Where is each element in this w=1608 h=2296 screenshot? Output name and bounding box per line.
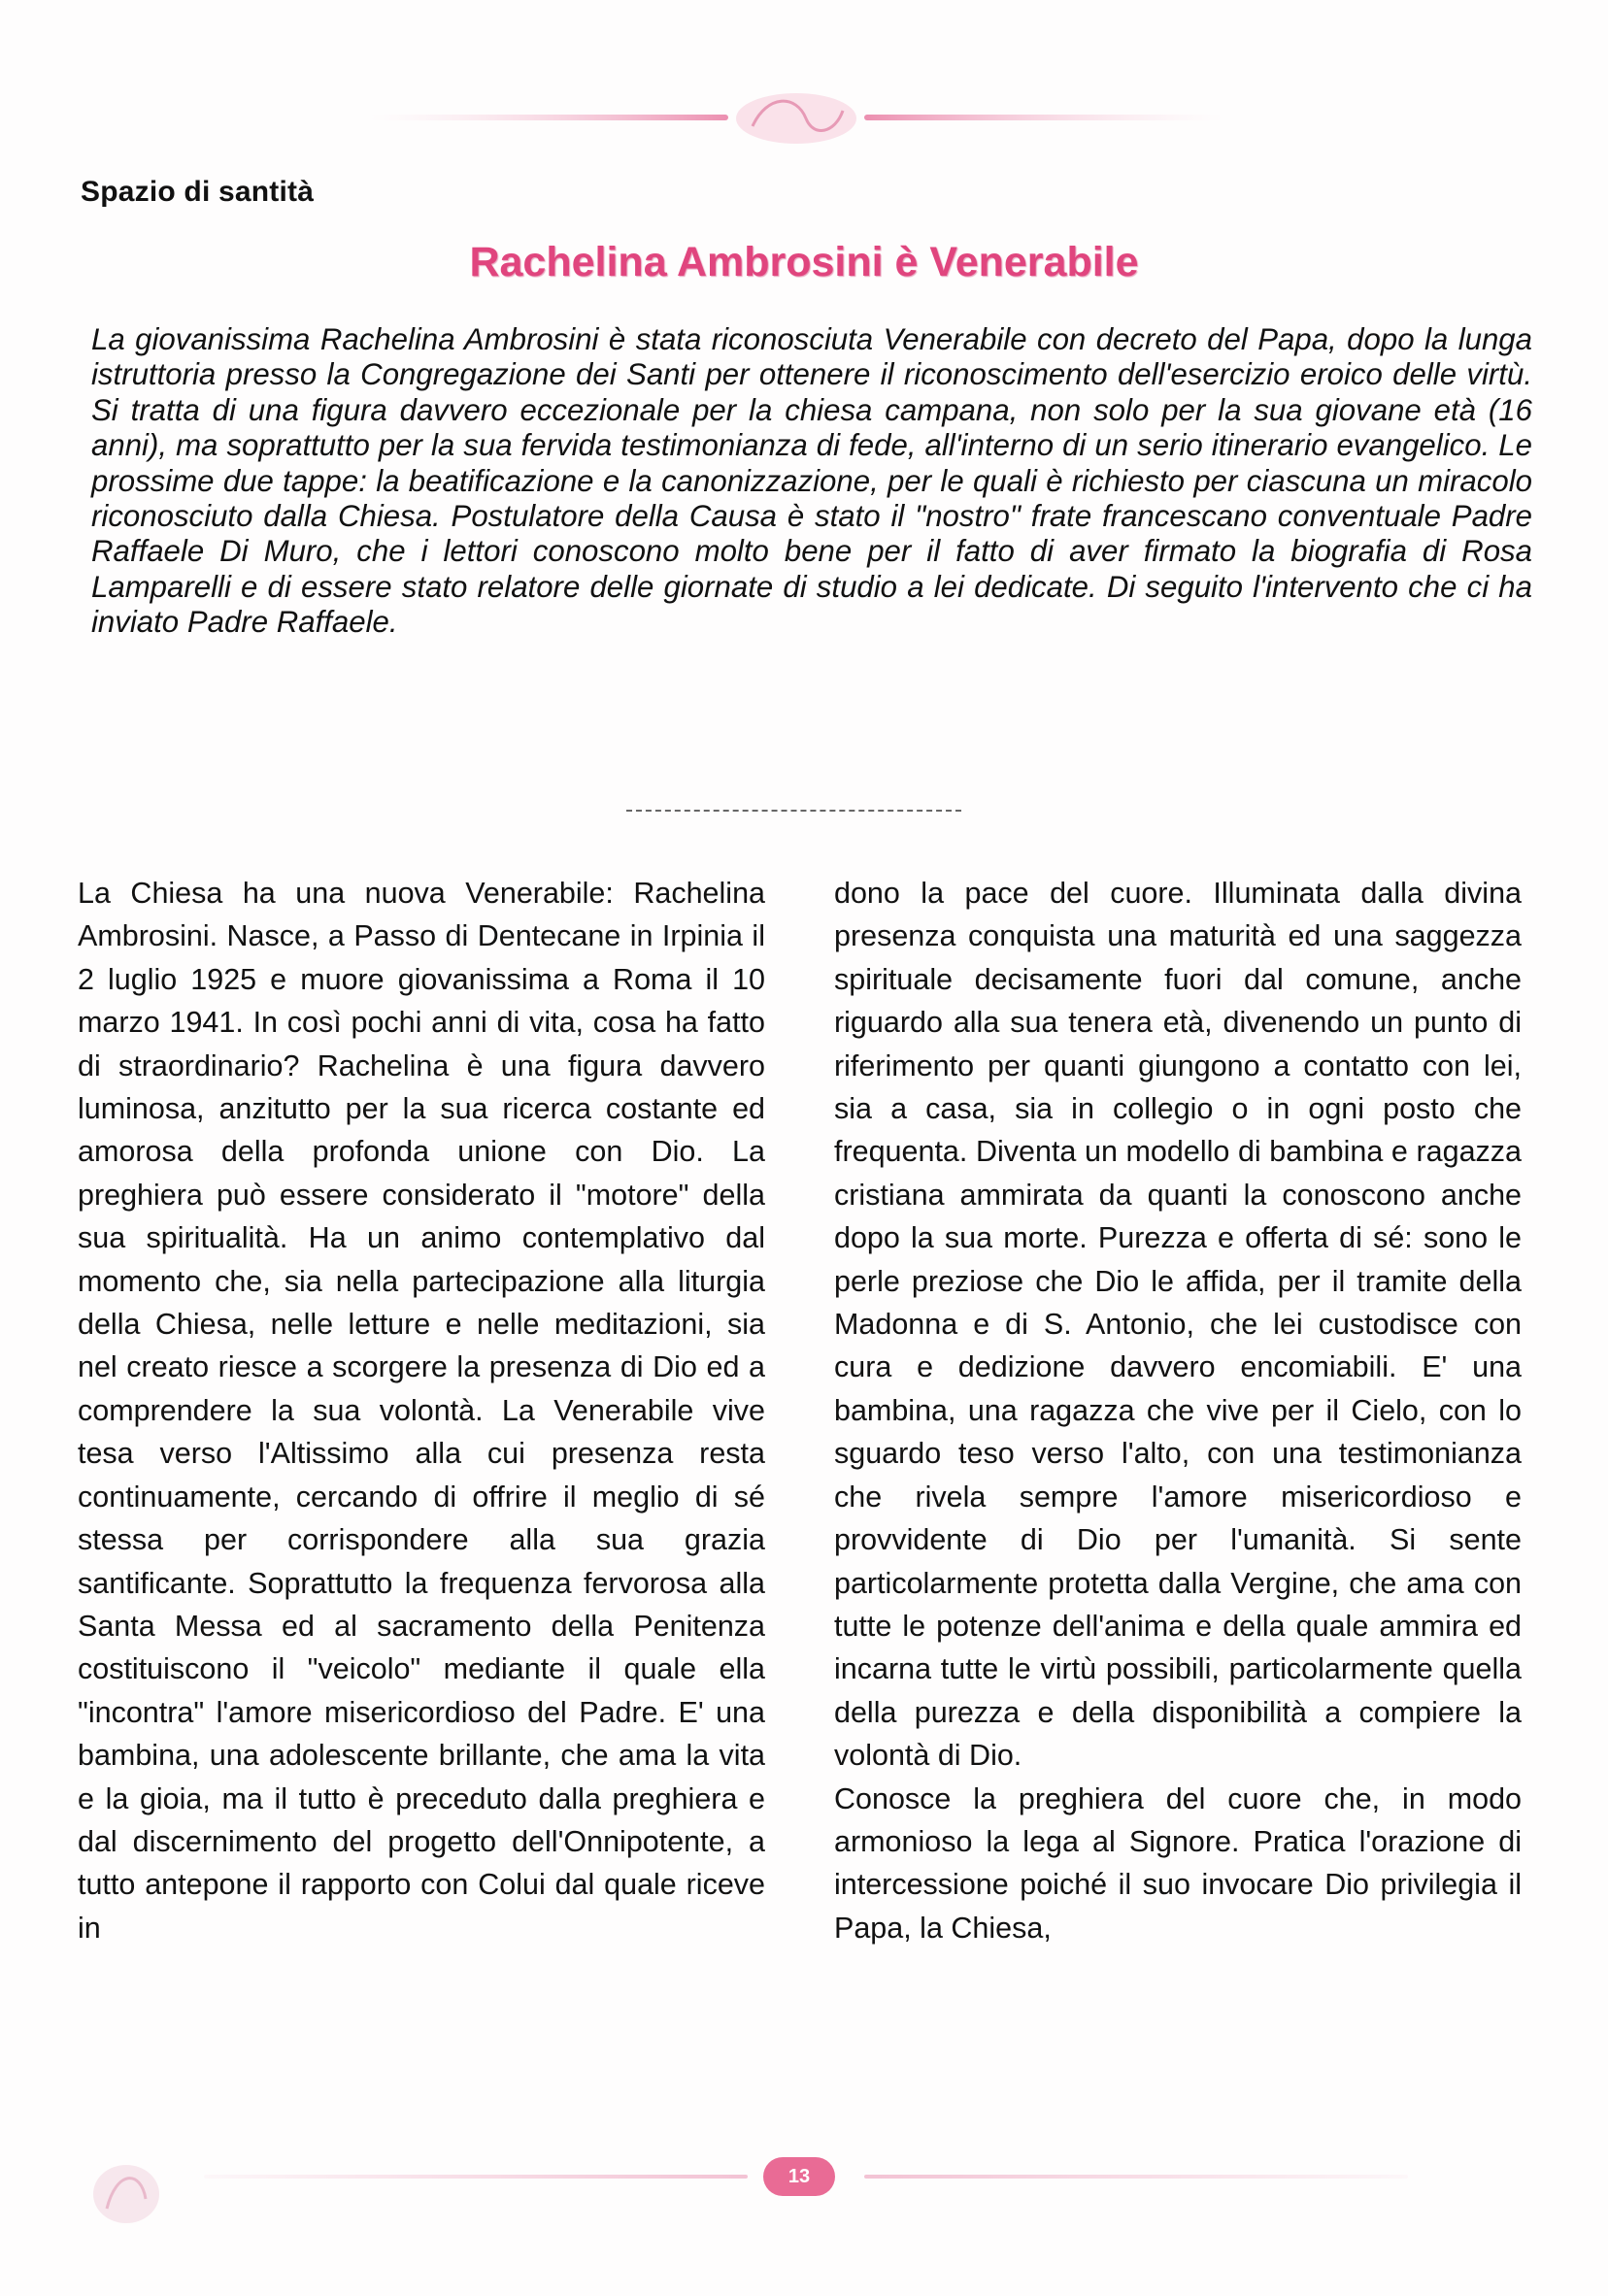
- body-column-left: [78, 872, 765, 1949]
- intro-paragraph: La giovanissima Rachelina Ambrosini è stata riconosciuta Venerabile con decreto del Papa, dopo la lunga istruttoria presso la Congregazione dei Santi per ottenere il riconoscimento dell'esercizio eroico delle virtù. Si tratta di una figura davvero eccezionale per la chiesa campana, non solo per la sua giovane età (16 anni), ma soprattutto per la sua fervida testimonianza di fede, all'interno di un serio itinerario evangelico. Le prossime due tappe: la beatificazione e la canonizzazione, per le quali è richiesto per ciascuna un miracolo riconosciuto dalla Chiesa. Postulatore della Causa è stato il "nostro" frate francescano conventuale Padre Raffaele Di Muro, che i lettori conoscono molto bene per il fatto di aver firmato la biografia di Rosa Lamparelli e di essere stato relatore delle giornate di studio a lei dedicate. Di seguito l'intervento che ci ha inviato Padre Raffaele.: [91, 322, 1532, 640]
- body-column-right: [834, 872, 1522, 1949]
- article-title: Rachelina Ambrosini è Venerabile: [469, 239, 1139, 285]
- section-divider: [626, 810, 961, 814]
- body-paragraph: Conosce la preghiera del cuore che, in modo armonioso la lega al Signore. Pratica l'orazione di intercessione poiché il suo invocare Dio privilegia il Papa, la Chiesa,: [834, 1781, 1522, 1945]
- page-number-badge: 13: [763, 2157, 835, 2196]
- body-paragraph: La Chiesa ha una nuova Venerabile: Rachelina Ambrosini. Nasce, a Passo di Dentecane in Irpinia il 2 luglio 1925 e muore giovanissima a Roma il 10 marzo 1941. In così pochi anni di vita, cosa ha fatto di straordinario? Rachelina è una figura davvero luminosa, anzitutto per la sua ricerca costante ed amorosa della profonda unione con Dio. La preghiera può essere considerato il "motore" della sua spiritualità. Ha un animo contemplativo dal momento che, sia nella partecipazione alla liturgia della Chiesa, nelle letture e nelle meditazioni, sia nel creato riesce a scorgere la presenza di Dio ed a comprendere la sua volontà. La Venerabile vive tesa verso l'Altissimo alla cui presenza resta continuamente, cercando di offrire il meglio di sé stessa per corrispondere alla sua grazia santificante. Soprattutto la frequenza fervorosa alla Santa Messa ed al sacramento della Penitenza costituiscono il "veicolo" mediante il quale ella "incontra" l'amore misericordioso del Padre. E' una bambina, una adolescente brillante, che ama la vita e la gioia, ma il tutto è preceduto dalla preghiera e dal discernimento del progetto dell'Onnipotente, a tutto antepone il rapporto con Colui dal quale riceve in: [78, 877, 765, 1945]
- body-paragraph: dono la pace del cuore. Illuminata dalla divina presenza conquista una maturità ed una saggezza spirituale decisamente fuori dal comune, anche riguardo alla sua tenera età, divenendo un punto di riferimento per quanti giungono a contatto con lei, sia a casa, sia in collegio o in ogni posto che frequenta. Diventa un modello di bambina e ragazza cristiana ammirata da quanti la conoscono anche dopo la sua morte. Purezza e offerta di sé: sono le perle preziose che Dio le affida, per il tramite della Madonna e di S. Antonio, che lei custodisce con cura e dedizione davvero encomiabili. E' una bambina, una ragazza che vive per il Cielo, con lo sguardo teso verso l'alto, con una testimonianza che rivela sempre l'amore misericordioso e provvidente di Dio per l'umanità. Si sente particolarmente protetta dalla Vergine, che ama con tutte le potenze dell'anima e della quale ammira ed incarna tutte le virtù possibili, particolarmente quella della purezza e della disponibilità a compiere la volontà di Dio.: [834, 877, 1522, 1773]
- top-ornament: [369, 89, 1223, 148]
- section-label: Spazio di santità: [81, 176, 315, 208]
